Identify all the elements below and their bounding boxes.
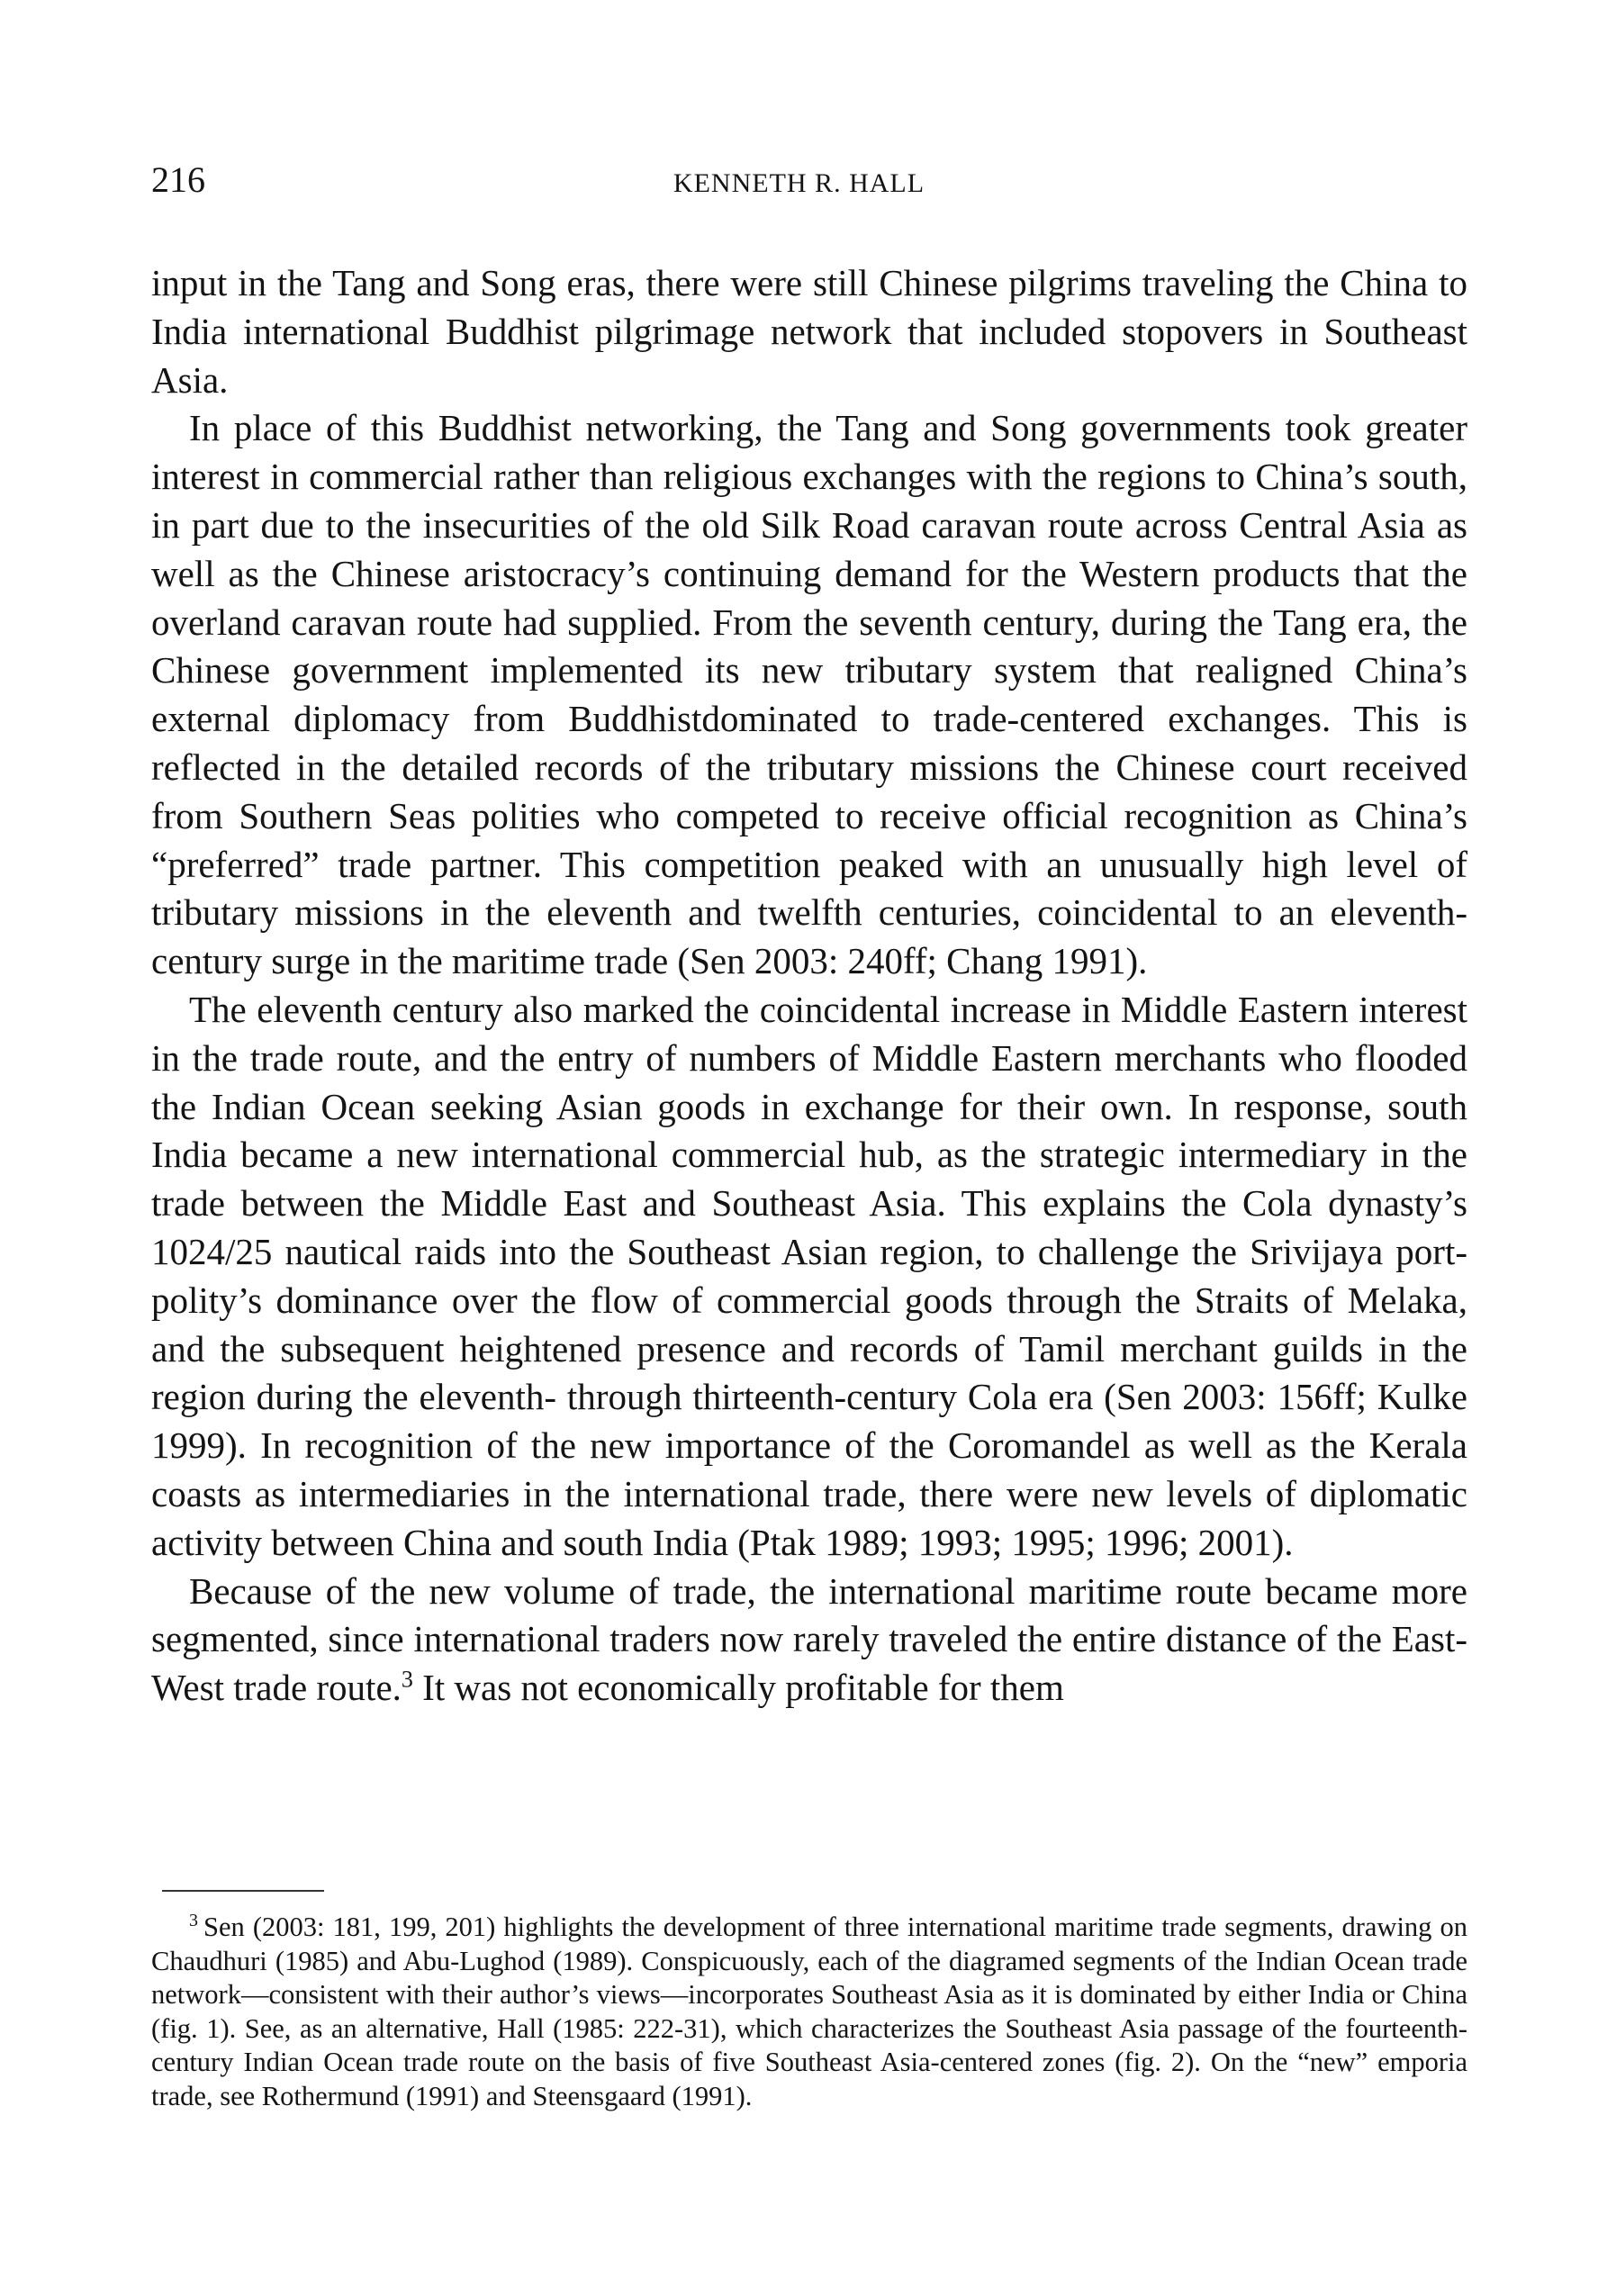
page-header	[0, 153, 1598, 207]
paragraph-3: The eleventh century also marked the coincidental increase in Middle Eastern interest in the trade route, and the entry of numbers of Middle Eastern merchants who flooded the Indian Ocean seeking Asian goods in exchange for their own. In response, south India became a new international commercial hub, as the strategic intermediary in the trade between the Middle East and Southeast Asia. This explains the Cola dynasty’s 1024/25 nautical raids into the Southeast Asian region, to challenge the Srivijaya port-polity’s dominance over the flow of commercial goods through the Straits of Melaka, and the subsequent heightened presence and records of Tamil merchant guilds in the region during the eleventh- through thirteenth-century Cola era (Sen 2003: 156ff; Kulke 1999). In recognition of the new importance of the Coromandel as well as the Kerala coasts as intermediaries in the international trade, there were new levels of diplomatic activity between China and south India (Ptak 1989; 1993; 1995; 1996; 2001).	[151, 988, 1467, 1563]
paragraph-4-text-start: Because of the new volume of trade, the international maritime route became more segmented, since international traders now rarely traveled the entire distance of the East-West trade route.	[151, 1569, 1467, 1709]
body-text	[151, 259, 1467, 1713]
paragraph-2: In place of this Buddhist networking, the Tang and Song governments took greater interest in commercial rather than religious exchanges with the regions to China’s south, in part due to the insecurities of the old Silk Road caravan route across Central Asia as well as the Chinese aristocracy’s continuing demand for the Western products that the overland caravan route had supplied. From the seventh century, during the Tang era, the Chinese government implemented its new tributary system that realigned China’s external diplomacy from Buddhistdominated to trade-centered exchanges. This is reflected in the detailed records of the tributary missions the Chinese court received from Southern Seas polities who competed to receive official recognition as China’s “preferred” trade partner. This competition peaked with an unusually high level of tributary missions in the eleventh and twelfth centuries, coincidental to an eleventh-century surge in the maritime trade (Sen 2003: 240ff; Chang 1991).	[151, 407, 1467, 982]
footnote-separator	[162, 1890, 324, 1892]
page-number: 216	[151, 159, 205, 200]
footnotes	[151, 1911, 1467, 2113]
paragraph-4-text-end: It was not economically profitable for them	[412, 1667, 1064, 1709]
footnote-text: Sen (2003: 181, 199, 201) highlights the development of three international maritime trade segments, drawing on Chaudhuri (1985) and Abu-Lughod (1989). Conspicuously, each of the diagramed segments of the Indian Ocean trade network—consistent with their author’s views—incorporates Southeast Asia as it is dominated by either India or China (fig. 1). See, as an alternative, Hall (1985: 222-31), which characterizes the Southeast Asia passage of the fourteenth-century Indian Ocean trade route on the basis of five Southeast Asia-centered zones (fig. 2). On the “new” emporia trade, see Rothermund (1991) and Steensgaard (1991).	[151, 1912, 1467, 2111]
paragraph-1: input in the Tang and Song eras, there were still Chinese pilgrims traveling the China to India international Buddhist pilgrimage network that included stopovers in Southeast Asia.	[151, 262, 1467, 401]
running-head: KENNETH R. HALL	[673, 168, 925, 198]
footnote-3	[151, 1911, 1467, 2113]
footnote-reference-3[interactable]: 3	[401, 1666, 413, 1693]
footnote-number: 3	[189, 1910, 198, 1930]
paragraph-4	[151, 1568, 1467, 1713]
